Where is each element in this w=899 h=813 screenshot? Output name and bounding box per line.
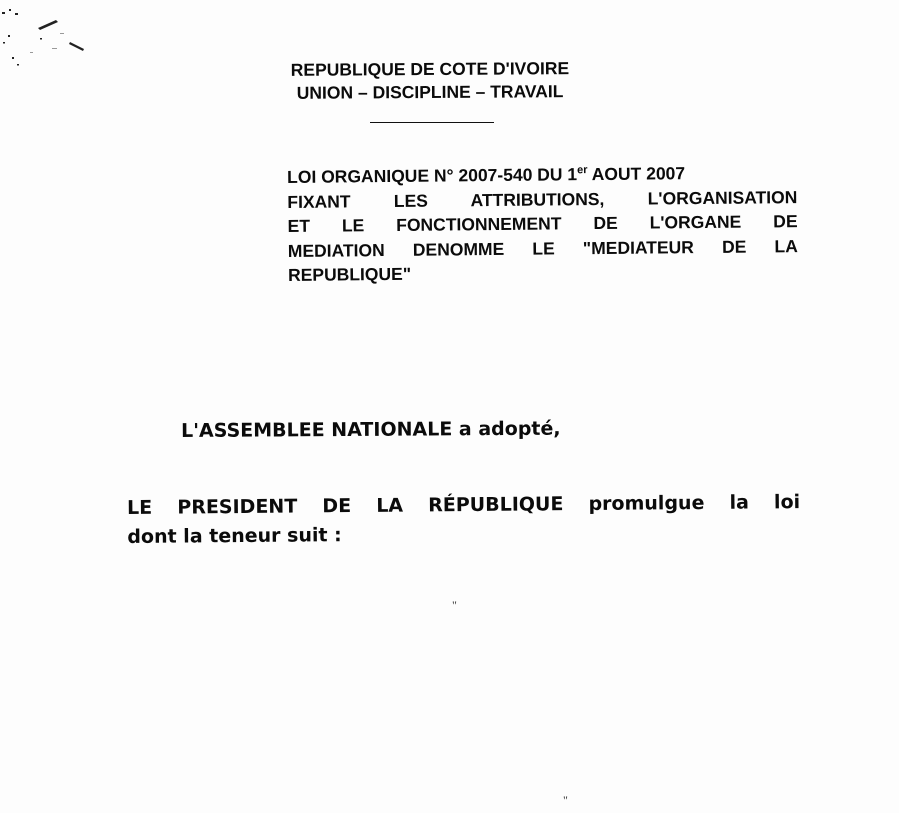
law-title-line-2: FIXANT LES ATTRIBUTIONS, L'ORGANISATION bbox=[287, 186, 798, 212]
country-name: REPUBLIQUE DE COTE D'IVOIRE bbox=[290, 58, 570, 80]
document-header bbox=[230, 57, 630, 105]
law-title-line-1: LOI ORGANIQUE N° 2007-540 DU 1er AOUT 2007 bbox=[287, 163, 686, 187]
law-title bbox=[287, 160, 798, 287]
promulgation-line-1: LE PRESIDENT DE LA RÉPUBLIQUE promulgue la loi bbox=[127, 491, 801, 519]
promulgation-line-2: dont la teneur suit : bbox=[127, 524, 342, 548]
assembly-adoption: L'ASSEMBLEE NATIONALE a adopté, bbox=[181, 417, 561, 442]
quote-mark: " bbox=[563, 793, 568, 807]
national-motto: UNION – DISCIPLINE – TRAVAIL bbox=[296, 81, 564, 103]
header-divider bbox=[370, 122, 494, 123]
presidential-promulgation bbox=[127, 488, 800, 552]
quote-mark: " bbox=[452, 598, 457, 612]
scan-specks bbox=[0, 0, 100, 80]
ordinal-superscript: er bbox=[577, 164, 588, 177]
law-title-line-5: REPUBLIQUE" bbox=[287, 263, 412, 285]
law-title-line-3: ET LE FONCTIONNEMENT DE L'ORGANE DE bbox=[287, 211, 798, 236]
law-title-line-4: MEDIATION DENOMME LE "MEDIATEUR DE LA bbox=[287, 235, 798, 261]
